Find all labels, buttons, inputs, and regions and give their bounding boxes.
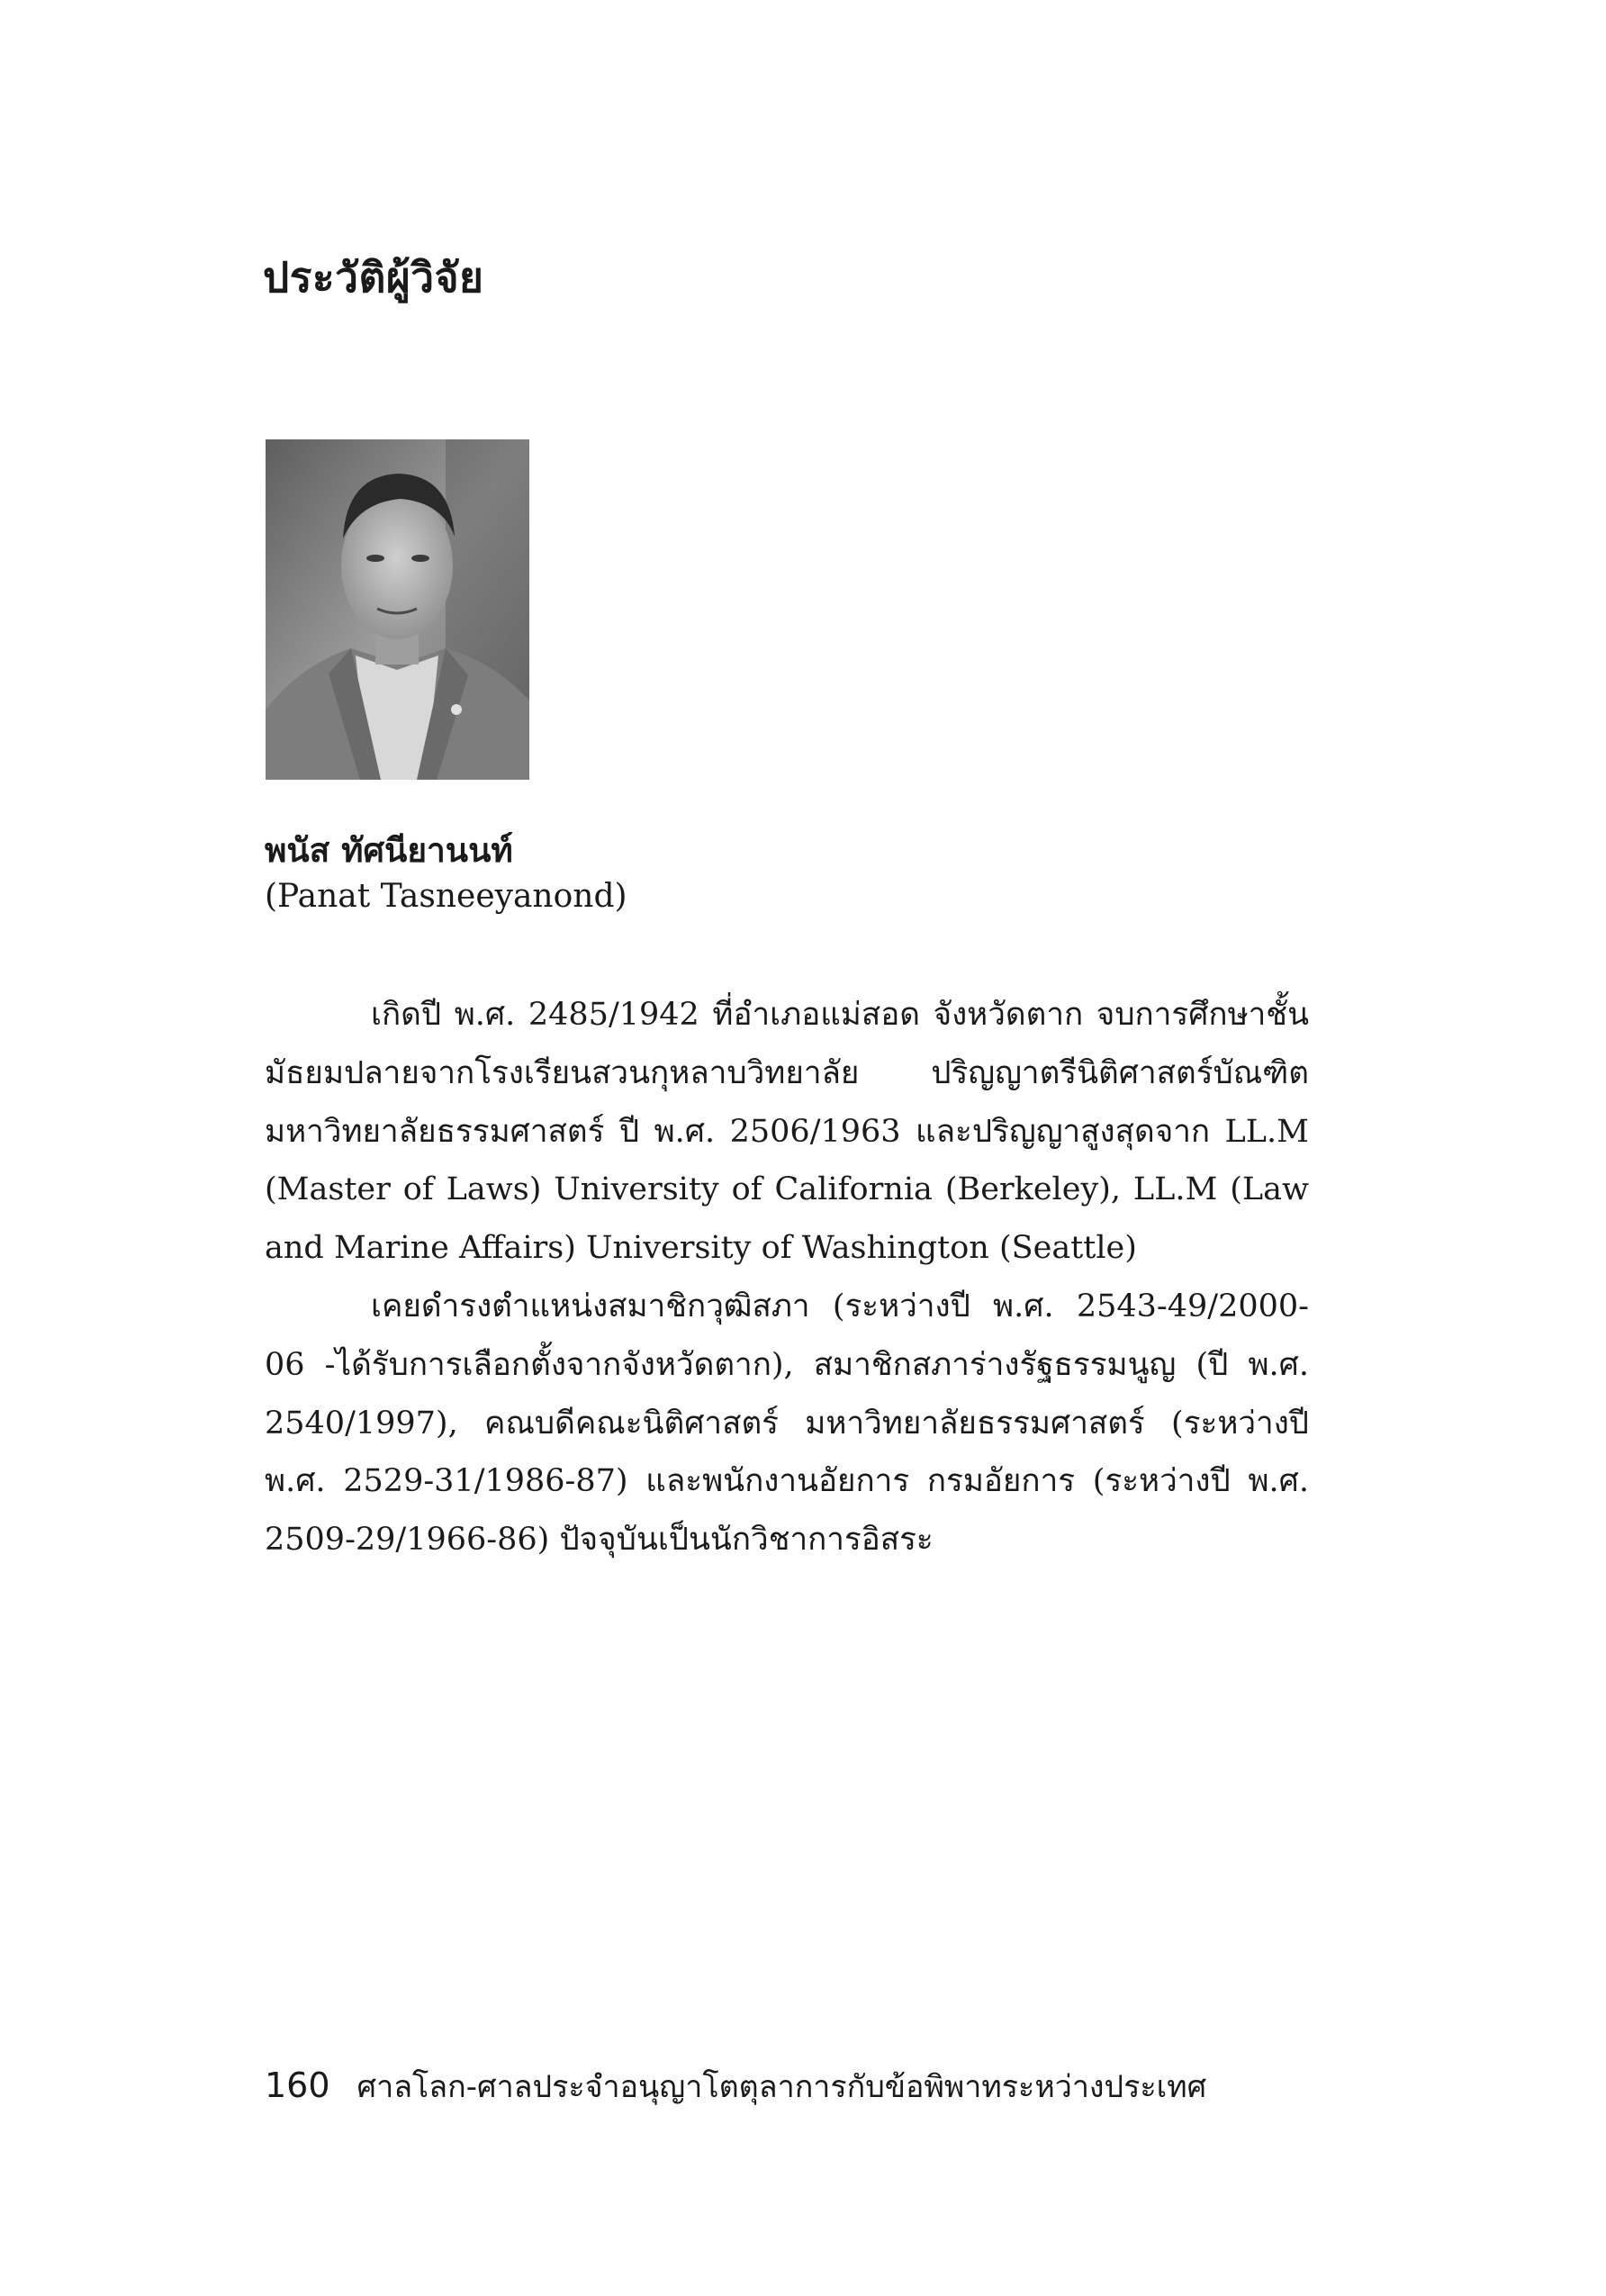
page-heading: ประวัติผู้วิจัย — [263, 253, 484, 302]
researcher-name-thai: พนัส ทัศนียานนท์ — [265, 831, 513, 870]
portrait-image — [266, 439, 529, 780]
book-title: ศาลโลก-ศาลประจำอนุญาโตตุลาการกับข้อพิพาทระหว่างประเทศ — [356, 2069, 1207, 2105]
biography — [265, 986, 1309, 1569]
researcher-name-english: (Panat Tasneeyanond) — [265, 878, 627, 915]
biography-paragraph: เกิดปี พ.ศ. 2485/1942 ที่อำเภอแม่สอด จังหวัดตาก จบการศึกษาชั้นมัธยมปลายจากโรงเรียนสวนกุหลาบวิทยาลัย ปริญญาตรีนิติศาสตร์บัณฑิต มหาวิทยาลัยธรรมศาสตร์ ปี พ.ศ. 2506/1963 และปริญญาสูงสุดจาก LL.M (Master of Laws) University of California (Berkeley), LL.M (Law and Marine Affairs) University of Washington (Seattle) — [265, 997, 1309, 1267]
page-number: 160 — [265, 2065, 330, 2105]
page-footer — [265, 2062, 1206, 2111]
researcher-portrait — [266, 439, 529, 780]
biography-paragraph: เคยดำรงตำแหน่งสมาชิกวุฒิสภา (ระหว่างปี พ.ศ. 2543-49/2000-06 -ได้รับการเลือกตั้งจากจังหวัดตาก), สมาชิกสภาร่างรัฐธรรมนูญ (ปี พ.ศ. 2540/1997), คณบดีคณะนิติศาสตร์ มหาวิทยาลัยธรรมศาสตร์ (ระหว่างปี พ.ศ. 2529-31/1986-87) และพนักงานอัยการ กรมอัยการ (ระหว่างปี พ.ศ. 2509-29/1966-86) ปัจจุบันเป็นนักวิชาการอิสระ — [265, 1288, 1309, 1559]
